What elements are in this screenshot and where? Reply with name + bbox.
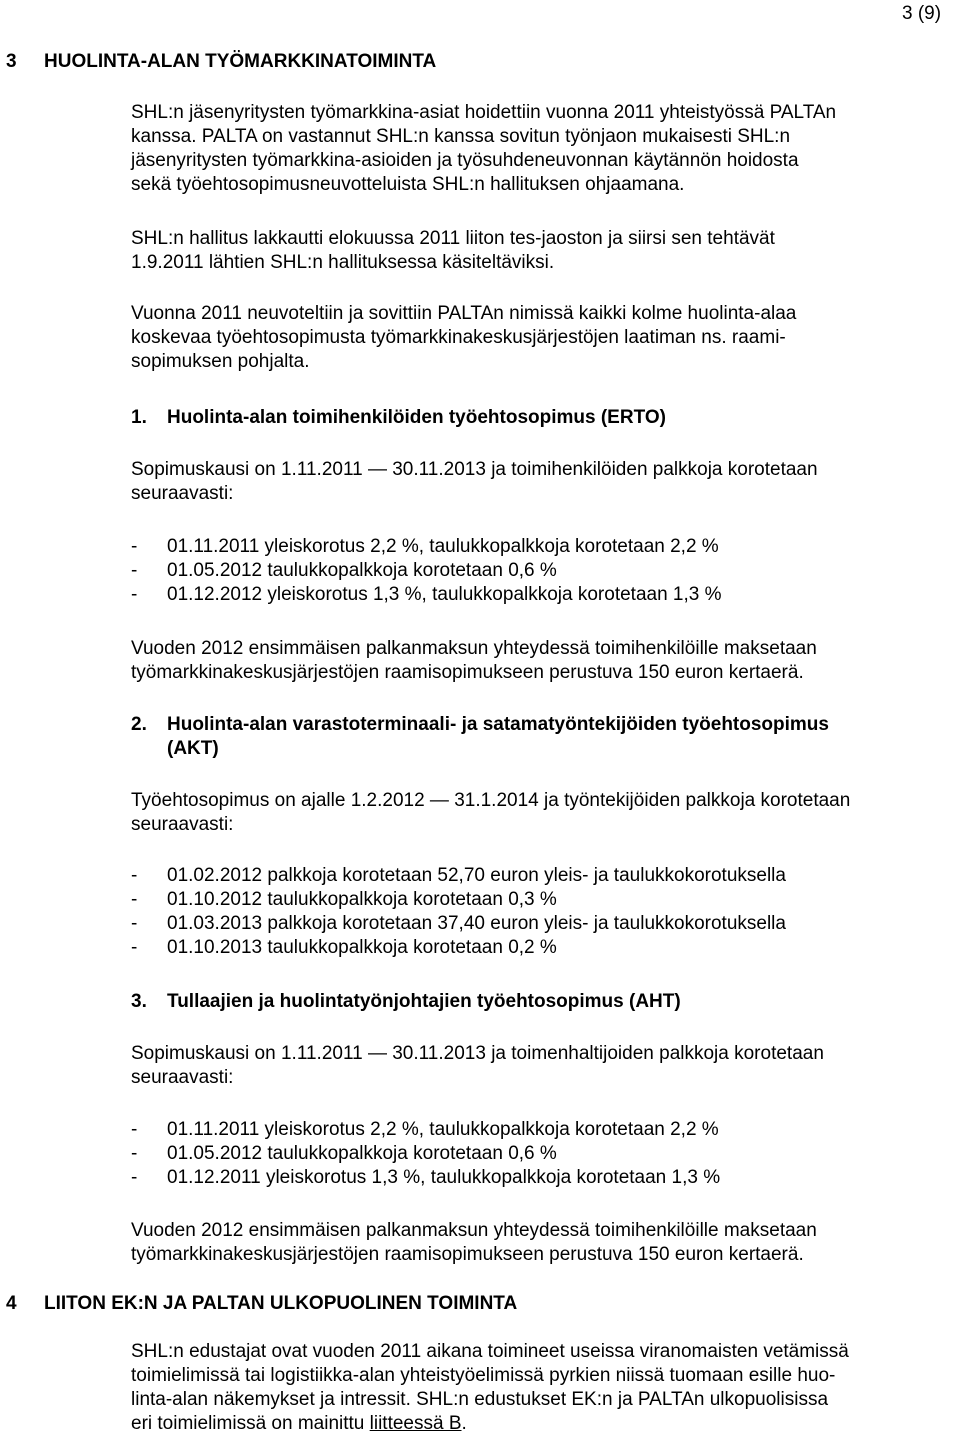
text-line: linta-alan näkemykset ja intressit. SHL:n edustukset EK:n ja PALTAn ulkopuolisissa [131, 1389, 829, 1410]
text-line: SHL:n edustajat ovat vuoden 2011 aikana toimineet useissa viranomaisten vetämissä [131, 1341, 849, 1362]
list-item: 01.10.2013 taulukkopalkkoja korotetaan 0,2 % [167, 937, 557, 958]
text-line: sekä työehtosopimusneuvotteluista SHL:n hallituksen ohjaamana. [131, 174, 685, 195]
agreement-2-number: 2. [131, 714, 147, 735]
text-line: Huolinta-alan varastoterminaali- ja satamatyöntekijöiden työehtosopimus [167, 714, 829, 735]
text-line: SHL:n hallitus lakkautti elokuussa 2011 liiton tes-jaoston ja siirsi sen tehtävät [131, 228, 775, 249]
list-dash: - [131, 560, 138, 581]
section-3-number: 3 [6, 51, 17, 72]
text-line: Sopimuskausi on 1.11.2011 — 30.11.2013 ja toimenhaltijoiden palkkoja korotetaan [131, 1043, 824, 1064]
list-item: 01.12.2011 yleiskorotus 1,3 %, taulukkopalkkoja korotetaan 1,3 % [167, 1167, 721, 1188]
section-3-title: HUOLINTA-ALAN TYÖMARKKINATOIMINTA [44, 51, 437, 72]
text-line: Vuoden 2012 ensimmäisen palkanmaksun yhteydessä toimihenkilöille maksetaan [131, 638, 817, 659]
section-4-number: 4 [6, 1293, 17, 1314]
list-dash: - [131, 536, 138, 557]
text-line: työmarkkinakeskusjärjestöjen raamisopimukseen perustuva 150 euron kertaerä. [131, 1244, 804, 1265]
text-line: Vuoden 2012 ensimmäisen palkanmaksun yhteydessä toimihenkilöille maksetaan [131, 1220, 817, 1241]
text-line: Vuonna 2011 neuvoteltiin ja sovittiin PALTAn nimissä kaikki kolme huolinta-alaa [131, 303, 797, 324]
text-line: jäsenyritysten työmarkkina-asioiden ja työsuhdeneuvonnan käytännön hoidosta [131, 150, 799, 171]
list-dash: - [131, 889, 138, 910]
list-item: 01.02.2012 palkkoja korotetaan 52,70 euron yleis- ja taulukkokorotuksella [167, 865, 786, 886]
list-item: 01.03.2013 palkkoja korotetaan 37,40 euron yleis- ja taulukkokorotuksella [167, 913, 786, 934]
list-item: 01.11.2011 yleiskorotus 2,2 %, taulukkopalkkoja korotetaan 2,2 % [167, 1119, 719, 1140]
text-fragment: . [461, 1413, 467, 1434]
list-item: 01.10.2012 taulukkopalkkoja korotetaan 0,3 % [167, 889, 557, 910]
list-dash: - [131, 1167, 138, 1188]
text-line: Työehtosopimus on ajalle 1.2.2012 — 31.1.2014 ja työntekijöiden palkkoja korotetaan [131, 790, 851, 811]
list-dash: - [131, 584, 138, 605]
last-line [131, 1412, 467, 1436]
agreement-1-number: 1. [131, 407, 147, 428]
list-dash: - [131, 1143, 138, 1164]
text-fragment: eri toimielimissä on mainittu [131, 1413, 370, 1434]
text-line: (AKT) [167, 738, 219, 759]
appendix-b-link[interactable]: liitteessä B [369, 1413, 462, 1434]
agreement-1-title: Huolinta-alan toimihenkilöiden työehtosopimus (ERTO) [167, 407, 666, 428]
text-line: SHL:n jäsenyritysten työmarkkina-asiat hoidettiin vuonna 2011 yhteistyössä PALTAn [131, 102, 837, 123]
text-line: kanssa. PALTA on vastannut SHL:n kanssa sovitun työnjaon mukaisesti SHL:n [131, 126, 791, 147]
list-item: 01.05.2012 taulukkopalkkoja korotetaan 0,6 % [167, 560, 557, 581]
text-line: työmarkkinakeskusjärjestöjen raamisopimukseen perustuva 150 euron kertaerä. [131, 662, 804, 683]
text-line: seuraavasti: [131, 814, 234, 835]
list-item: 01.12.2012 yleiskorotus 1,3 %, taulukkopalkkoja korotetaan 1,3 % [167, 584, 722, 605]
text-line: toimielimissä tai logistiikka-alan yhteistyöelimissä pyrkien niissä tuomaan esille huo- [131, 1365, 836, 1386]
agreement-3-number: 3. [131, 991, 147, 1012]
text-line: seuraavasti: [131, 1067, 234, 1088]
text-line: 1.9.2011 lähtien SHL:n hallituksessa käsiteltäviksi. [131, 252, 555, 273]
list-dash: - [131, 913, 138, 934]
section-4-title: LIITON EK:N JA PALTAN ULKOPUOLINEN TOIMINTA [44, 1293, 518, 1314]
list-dash: - [131, 937, 138, 958]
list-item: 01.05.2012 taulukkopalkkoja korotetaan 0,6 % [167, 1143, 557, 1164]
page-number: 3 (9) [902, 3, 942, 24]
list-dash: - [131, 865, 138, 886]
text-line: Sopimuskausi on 1.11.2011 — 30.11.2013 ja toimihenkilöiden palkkoja korotetaan [131, 459, 818, 480]
text-line: sopimuksen pohjalta. [131, 351, 310, 372]
list-dash: - [131, 1119, 138, 1140]
text-line: seuraavasti: [131, 483, 234, 504]
agreement-3-title: Tullaajien ja huolintatyönjohtajien työehtosopimus (AHT) [167, 991, 681, 1012]
list-item: 01.11.2011 yleiskorotus 2,2 %, taulukkopalkkoja korotetaan 2,2 % [167, 536, 719, 557]
text-line: koskevaa työehtosopimusta työmarkkinakeskusjärjestöjen laatiman ns. raami- [131, 327, 786, 348]
